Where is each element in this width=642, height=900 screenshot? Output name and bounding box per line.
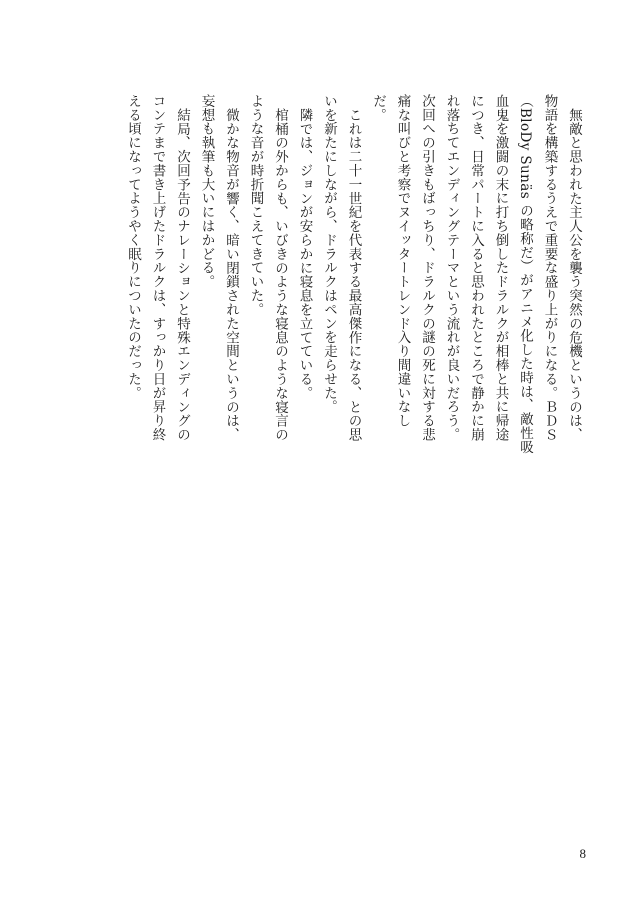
paragraph-2: これは二十一世紀を代表する最高傑作になる、との思いを新たにしながら、ドラルクはペンを走らせた。	[321, 94, 362, 442]
paragraph-1: 無敵と思われた主人公を襲う突然の危機というのは、物語を構築するうえで重要な盛り上がりになる。ＢＤＳ（BloDy Sunäs の略称だ）がアニメ化した時は、敵性吸血鬼を激闘の末に打ち倒したドラルクが相棒と共に帰途につき、日常パートに入ると思われたところで静かに崩れ落ちてエンディングテーマという流れが良いだろう。次回への引きもばっちり、ドラルクの謎の死に対する悲痛な叫びと考察でヌイッタートレンド入り間違いなしだ。	[370, 94, 582, 454]
paragraph-4: 棺桶の外からも、いびきのような寝息のような寝言のような音が時折聞こえてきていた。	[247, 94, 288, 442]
paragraph-3: 隣では、ジョンが安らかに寝息を立てている。	[296, 107, 313, 400]
paragraph-5: 微かな物音が響く、暗い閉鎖された空間というのは、妄想も執筆も大いにはかどる。	[198, 94, 239, 442]
paragraph-6: 結局、次回予告のナレーションと特殊エンディングのコンテまで書き上げたドラルクは、すっかり日が昇り終える頃になってようやく眠りについたのだった。	[125, 94, 190, 442]
vertical-text-body	[121, 94, 587, 454]
page-number: 8	[579, 846, 586, 861]
